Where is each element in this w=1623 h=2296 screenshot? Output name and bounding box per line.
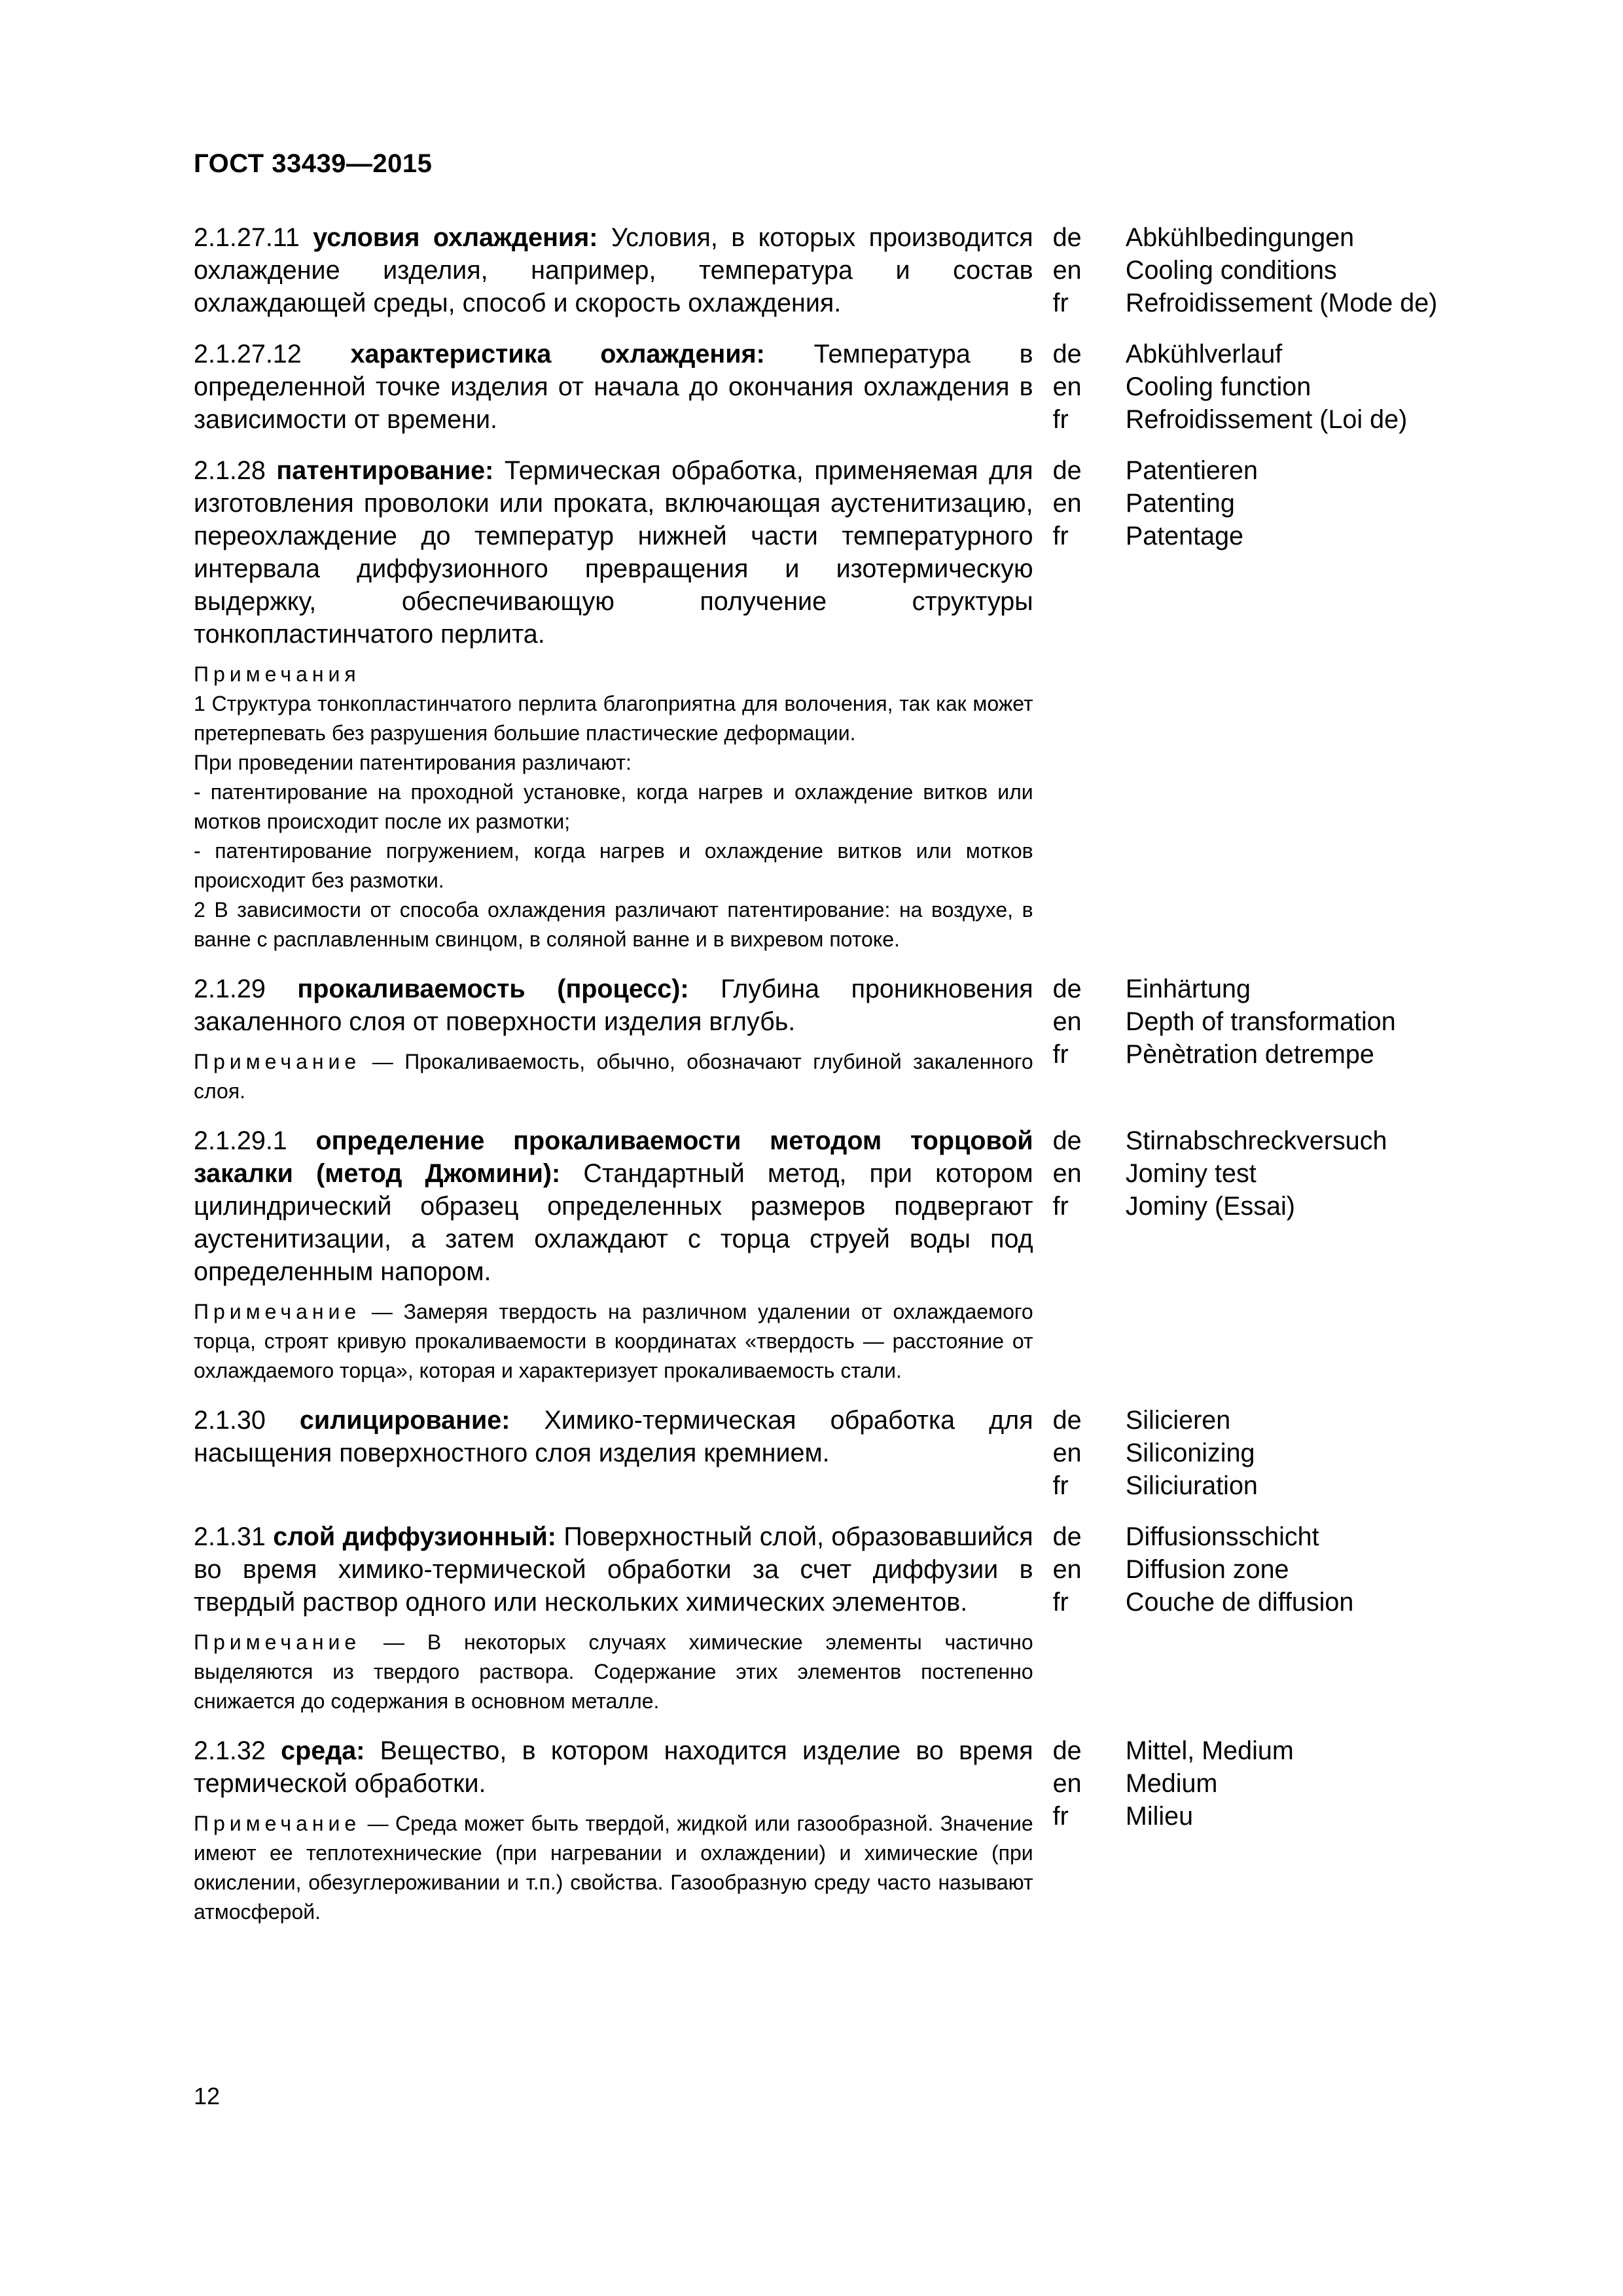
language-codes-column — [1053, 1734, 1115, 1927]
foreign-terms-column — [1126, 1734, 1476, 1927]
language-code: de — [1052, 223, 1082, 252]
definition-text: Стандартный метод, при котором цилиндрический образец определенных размеров подвергают аустенитизации, а затем охлаждают с торца струей воды под определенным напором. — [194, 1159, 1033, 1286]
term-entry — [194, 454, 1476, 954]
term-number: 2.1.32 — [194, 1736, 266, 1765]
language-code: fr — [1052, 1040, 1069, 1069]
term-note — [194, 660, 1033, 954]
term-number: 2.1.28 — [194, 456, 266, 485]
foreign-terms-column — [1126, 221, 1476, 319]
foreign-term: Cooling function — [1125, 372, 1311, 401]
definition-text: Вещество, в котором находится изделие во время термической обработки. — [194, 1736, 1033, 1798]
page-header: ГОСТ 33439—2015 — [194, 149, 433, 178]
note-dash: — — [361, 1300, 404, 1323]
term-note — [194, 1297, 1033, 1386]
page-number: 12 — [194, 2083, 221, 2109]
term-number: 2.1.31 — [194, 1522, 266, 1551]
term-name: силицирование: — [299, 1406, 510, 1435]
term-note — [194, 1628, 1033, 1716]
definition-text: Глубина проникновения закаленного слоя от поверхности изделия вглубь. — [194, 975, 1033, 1036]
term-definition — [194, 1520, 1033, 1619]
language-code: de — [1052, 1126, 1082, 1155]
language-code: de — [1052, 1736, 1082, 1765]
foreign-term: Pènètration detrempe — [1125, 1040, 1374, 1069]
foreign-term: Refroidissement (Loi de) — [1125, 405, 1408, 434]
foreign-term: Abkühlverlauf — [1125, 340, 1283, 368]
foreign-term: Jominy (Essai) — [1125, 1192, 1295, 1221]
term-name: среда: — [281, 1736, 365, 1765]
foreign-term: Siliciuration — [1125, 1471, 1258, 1500]
definition-text: Условия, в которых производится охлаждение изделия, например, температура и состав охлаждающей среды, способ и скорость охлаждения. — [194, 223, 1033, 317]
note-paragraph: - патентирование погружением, когда нагрев и охлаждение витков или мотков происходит без размотки. — [194, 839, 1033, 892]
term-number: 2.1.27.12 — [194, 340, 302, 368]
term-name: слой диффузионный: — [273, 1522, 556, 1551]
note-label: Примечание — [194, 1630, 361, 1654]
term-entry — [194, 1520, 1476, 1716]
language-codes-column — [1053, 338, 1115, 436]
term-note — [194, 1809, 1033, 1927]
term-name: характеристика охлаждения: — [350, 340, 765, 368]
foreign-term: Milieu — [1125, 1802, 1194, 1831]
term-definition — [194, 1124, 1033, 1288]
term-entry — [194, 973, 1476, 1106]
note-dash: — — [361, 1812, 396, 1835]
terms-list — [194, 221, 1476, 1945]
term-definition-column — [194, 1404, 1033, 1502]
note-heading — [194, 660, 1033, 689]
language-code: en — [1052, 1555, 1082, 1584]
foreign-term: Einhärtung — [1125, 975, 1251, 1003]
foreign-term: Medium — [1125, 1769, 1218, 1798]
foreign-term: Refroidissement (Mode de) — [1125, 289, 1438, 317]
note-paragraph: 2 В зависимости от способа охлаждения различают патентирование: на воздухе, в ванне с расплавленным свинцом, в соляной ванне и в вихревом потоке. — [194, 898, 1033, 951]
foreign-term: Couche de diffusion — [1125, 1588, 1354, 1617]
term-name: прокаливаемость (процесс): — [297, 975, 689, 1003]
note-label: Примечание — [194, 1300, 361, 1323]
note-paragraph — [194, 1809, 1033, 1927]
term-definition-column — [194, 973, 1033, 1106]
foreign-terms-column — [1126, 1520, 1476, 1716]
language-code: fr — [1052, 1588, 1069, 1617]
note-text: Среда может быть твердой, жидкой или газообразной. Значение имеют ее теплотехнические (при нагревании и охлаждении) и химические (при окислении, обезуглероживании и т.п.) свойства. Газообразную среду часто называют атмосферой. — [194, 1812, 1033, 1924]
language-code: fr — [1052, 1192, 1069, 1221]
language-code: de — [1052, 1406, 1082, 1435]
language-codes-column — [1053, 454, 1115, 954]
term-number: 2.1.30 — [194, 1406, 266, 1435]
language-codes-column — [1053, 1520, 1115, 1716]
term-name: условия охлаждения: — [313, 223, 598, 252]
foreign-term: Depth of transformation — [1125, 1007, 1396, 1036]
term-definition — [194, 973, 1033, 1038]
language-code: de — [1052, 340, 1082, 368]
term-entry — [194, 1124, 1476, 1386]
language-code: fr — [1052, 289, 1069, 317]
term-name: определение прокаливаемости методом торцовой закалки (метод Джомини): — [194, 1126, 1033, 1188]
foreign-term: Cooling conditions — [1125, 256, 1337, 285]
language-code: fr — [1052, 1471, 1069, 1500]
foreign-term: Jominy test — [1125, 1159, 1257, 1188]
foreign-term: Abkühlbedingungen — [1125, 223, 1355, 252]
language-codes-column — [1053, 973, 1115, 1106]
foreign-terms-column — [1126, 973, 1476, 1106]
note-paragraph: При проведении патентирования различают: — [194, 751, 632, 774]
language-code: en — [1052, 1769, 1082, 1798]
note-paragraph: - патентирование на проходной установке, когда нагрев и охлаждение витков или мотков происходит после их размотки; — [194, 780, 1033, 833]
term-number: 2.1.29 — [194, 975, 266, 1003]
foreign-term: Patenting — [1125, 489, 1235, 518]
language-code: en — [1052, 372, 1082, 401]
foreign-term: Diffusion zone — [1125, 1555, 1289, 1584]
term-note — [194, 1047, 1033, 1106]
foreign-term: Siliconizing — [1125, 1439, 1255, 1467]
note-paragraph — [194, 1297, 1033, 1386]
note-dash: — — [361, 1050, 405, 1073]
term-definition — [194, 1734, 1033, 1800]
foreign-term: Silicieren — [1125, 1406, 1231, 1435]
language-codes-column — [1053, 1124, 1115, 1386]
term-name: патентирование: — [276, 456, 494, 485]
language-code: fr — [1052, 405, 1069, 434]
term-definition-column — [194, 1520, 1033, 1716]
language-code: en — [1052, 1439, 1082, 1467]
language-code: fr — [1052, 522, 1069, 550]
foreign-term: Mittel, Medium — [1125, 1736, 1294, 1765]
language-code: de — [1052, 1522, 1082, 1551]
term-definition-column — [194, 221, 1033, 319]
definition-text: Температура в определенной точке изделия от начала до окончания охлаждения в зависимости от времени. — [194, 340, 1033, 434]
language-code: de — [1052, 975, 1082, 1003]
term-definition-column — [194, 338, 1033, 436]
term-number: 2.1.29.1 — [194, 1126, 287, 1155]
term-definition — [194, 454, 1033, 651]
term-number: 2.1.27.11 — [194, 223, 300, 252]
note-text: В некоторых случаях химические элементы частично выделяются из твердого раствора. Содержание этих элементов постепенно снижается до содержания в основном металле. — [194, 1630, 1033, 1713]
foreign-term: Diffusionsschicht — [1125, 1522, 1319, 1551]
definition-text: Термическая обработка, применяемая для изготовления проволоки или проката, включающая аустенитизацию, переохлаждение до температур нижней части температурного интервала диффузионного превращения и изотермическую выдержку, обеспечивающую получение структуры тонкопластинчатого перлита. — [194, 456, 1033, 649]
language-code: en — [1052, 1007, 1082, 1036]
definition-text: Химико-термическая обработка для насыщения поверхностного слоя изделия кремнием. — [194, 1406, 1033, 1467]
language-code: en — [1052, 489, 1082, 518]
definition-text: Поверхностный слой, образовавшийся во время химико-термической обработки за счет диффузии в твердый раствор одного или нескольких химических элементов. — [194, 1522, 1033, 1617]
term-definition — [194, 1404, 1033, 1469]
note-paragraph — [194, 1628, 1033, 1716]
language-code: fr — [1052, 1802, 1069, 1831]
foreign-terms-column — [1126, 454, 1476, 954]
language-codes-column — [1053, 221, 1115, 319]
term-definition — [194, 338, 1033, 436]
term-entry — [194, 1404, 1476, 1502]
term-definition — [194, 221, 1033, 319]
note-label: Примечание — [194, 1050, 361, 1073]
term-entry — [194, 1734, 1476, 1927]
foreign-term: Patentieren — [1125, 456, 1258, 485]
language-codes-column — [1053, 1404, 1115, 1502]
term-entry — [194, 221, 1476, 319]
term-definition-column — [194, 1124, 1033, 1386]
foreign-terms-column — [1126, 1404, 1476, 1502]
language-code: de — [1052, 456, 1082, 485]
foreign-terms-column — [1126, 1124, 1476, 1386]
term-entry — [194, 338, 1476, 436]
foreign-term: Patentage — [1125, 522, 1244, 550]
foreign-term: Stirnabschreckversuch — [1125, 1126, 1387, 1155]
note-paragraph: 1 Структура тонкопластинчатого перлита благоприятна для волочения, так как может претерпевать без разрушения большие пластические деформации. — [194, 692, 1033, 745]
note-dash: — — [361, 1630, 427, 1654]
foreign-terms-column — [1126, 338, 1476, 436]
term-definition-column — [194, 1734, 1033, 1927]
language-code: en — [1052, 256, 1082, 285]
note-label: Примечание — [194, 1812, 361, 1835]
language-code: en — [1052, 1159, 1082, 1188]
note-text: Замеряя твердость на различном удалении от охлаждаемого торца, строят кривую прокаливаемости в координатах «твердость — расстояние от охлаждаемого торца», которая и характеризует прокаливаемость стали. — [194, 1300, 1033, 1382]
note-label: Примечания — [194, 662, 361, 686]
term-definition-column — [194, 454, 1033, 954]
note-paragraph — [194, 1047, 1033, 1106]
note-text: Прокаливаемость, обычно, обозначают глубиной закаленного слоя. — [194, 1050, 1033, 1103]
